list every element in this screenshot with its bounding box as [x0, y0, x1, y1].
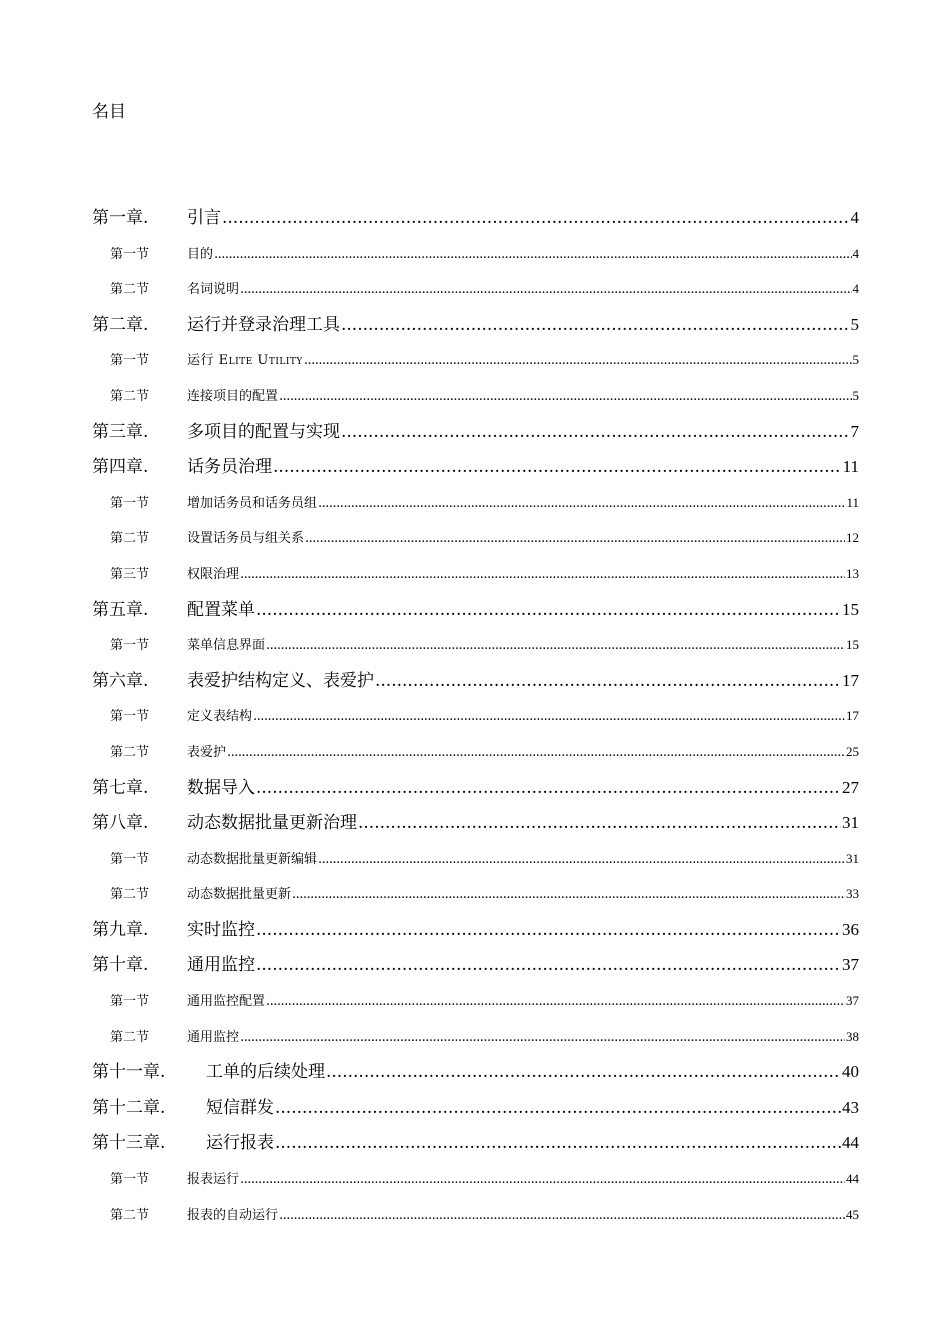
toc-entry-title: 通用监控配置 [187, 994, 266, 1010]
toc-entry-title: 表爱护 [187, 744, 227, 760]
toc-entry-title: 表爱护结构定义、表爱护 [187, 670, 374, 691]
toc-entry-title: 目的 [187, 246, 214, 262]
toc-page-number: 37 [842, 955, 859, 975]
toc-section-entry[interactable] [92, 627, 859, 663]
toc-chapter-entry[interactable] [92, 1125, 859, 1161]
toc-entry-label: 第一章. [92, 208, 149, 228]
toc-entry-title: 实时监控 [187, 919, 255, 940]
toc-page-number: 31 [846, 850, 859, 866]
toc-entry-label: 第十三章. [92, 1133, 166, 1154]
toc-chapter-entry[interactable] [92, 592, 859, 628]
toc-dot-leader [275, 1091, 841, 1127]
toc-chapter-entry[interactable] [92, 307, 859, 343]
toc-chapter-entry[interactable] [92, 200, 859, 236]
toc-page-number: 15 [846, 637, 859, 653]
toc-page-number: 45 [846, 1206, 859, 1222]
toc-entry-title: 话务员治理 [187, 457, 272, 478]
toc-entry-label: 第一节 [110, 353, 150, 369]
toc-section-entry[interactable] [92, 378, 859, 414]
toc-entry-label: 第四章. [92, 457, 149, 478]
toc-page-number: 33 [846, 886, 859, 902]
toc-dot-leader [318, 486, 845, 522]
toc-dot-leader [256, 771, 841, 807]
toc-dot-leader [256, 948, 841, 984]
toc-entry-title: 名词说明 [187, 282, 240, 298]
toc-entry-label: 第六章. [92, 670, 149, 691]
toc-page-number: 4 [852, 281, 859, 297]
toc-dot-leader [292, 877, 845, 913]
toc-entry-title: 权限治理 [187, 566, 240, 582]
toc-dot-leader [341, 308, 850, 344]
toc-dot-leader [253, 699, 845, 735]
toc-entry-label: 第二节 [110, 531, 150, 547]
toc-entry-label: 第一节 [110, 246, 150, 262]
toc-entry-label: 第二节 [110, 744, 150, 760]
toc-chapter-entry[interactable] [92, 805, 859, 841]
toc-entry-label: 第一节 [110, 638, 150, 654]
toc-chapter-entry[interactable] [92, 770, 859, 806]
toc-entry-label: 第二节 [110, 887, 150, 903]
toc-page-number: 31 [842, 813, 859, 833]
toc-section-entry[interactable] [92, 698, 859, 734]
table-of-contents [92, 200, 859, 1232]
toc-dot-leader [305, 521, 845, 557]
toc-dot-leader [275, 1126, 841, 1162]
toc-dot-leader [279, 1198, 845, 1234]
toc-entry-title: 报表运行 [187, 1172, 240, 1188]
toc-entry-label: 第九章. [92, 919, 149, 940]
toc-section-entry[interactable] [92, 236, 859, 272]
toc-entry-title: 动态数据批量更新治理 [187, 813, 357, 834]
toc-entry-title: 引言 [187, 208, 221, 228]
toc-entry-label: 第二章. [92, 314, 149, 335]
toc-entry-label: 第一节 [110, 851, 150, 867]
toc-page-number: 17 [846, 708, 859, 724]
toc-dot-leader [304, 343, 852, 379]
toc-section-entry[interactable] [92, 271, 859, 307]
toc-entry-label: 第二节 [110, 282, 150, 298]
toc-section-entry[interactable] [92, 1019, 859, 1055]
toc-section-entry[interactable] [92, 342, 859, 378]
toc-entry-label: 第二节 [110, 388, 150, 404]
toc-entry-title: 运行 Elite Utility [187, 353, 303, 369]
toc-section-entry[interactable] [92, 983, 859, 1019]
toc-page-number: 15 [842, 599, 859, 619]
toc-chapter-entry[interactable] [92, 414, 859, 450]
toc-section-entry[interactable] [92, 1197, 859, 1233]
toc-dot-leader [266, 628, 845, 664]
toc-entry-title: 通用监控 [187, 955, 255, 976]
toc-dot-leader [240, 272, 851, 308]
toc-page-number: 25 [846, 743, 859, 759]
toc-chapter-entry[interactable] [92, 663, 859, 699]
toc-entry-title: 报表的自动运行 [187, 1207, 279, 1223]
toc-entry-label: 第七章. [92, 777, 149, 798]
toc-entry-label: 第二节 [110, 1207, 150, 1223]
toc-dot-leader [214, 237, 851, 273]
toc-page-number: 7 [850, 421, 859, 441]
toc-page-number: 43 [842, 1097, 859, 1117]
toc-dot-leader [375, 664, 841, 700]
toc-chapter-entry[interactable] [92, 912, 859, 948]
toc-entry-title: 多项目的配置与实现 [187, 421, 340, 442]
toc-entry-title: 运行报表 [206, 1133, 274, 1154]
toc-entry-title: 菜单信息界面 [187, 638, 266, 654]
toc-entry-label: 第一节 [110, 994, 150, 1010]
toc-entry-label: 第三节 [110, 566, 150, 582]
toc-page-number: 11 [842, 457, 859, 477]
toc-page-number: 12 [846, 530, 859, 546]
toc-dot-leader [240, 557, 845, 593]
toc-page-number: 40 [842, 1062, 859, 1082]
toc-section-entry[interactable] [92, 1161, 859, 1197]
toc-page-number: 5 [850, 314, 859, 334]
toc-entry-title: 动态数据批量更新编辑 [187, 851, 318, 867]
toc-chapter-entry[interactable] [92, 1090, 859, 1126]
toc-chapter-entry[interactable] [92, 1054, 859, 1090]
toc-entry-title: 配置菜单 [187, 599, 255, 620]
toc-section-entry[interactable] [92, 485, 859, 521]
toc-entry-title: 通用监控 [187, 1029, 240, 1045]
toc-dot-leader [256, 913, 841, 949]
toc-dot-leader [240, 1162, 845, 1198]
toc-entry-title: 运行并登录治理工具 [187, 314, 340, 335]
toc-dot-leader [279, 379, 851, 415]
toc-dot-leader [227, 735, 845, 771]
toc-entry-title: 定义表结构 [187, 709, 253, 725]
toc-dot-leader [266, 984, 845, 1020]
toc-page-number: 37 [846, 993, 859, 1009]
toc-page-number: 11 [846, 494, 859, 510]
toc-page-number: 5 [852, 352, 859, 368]
toc-entry-label: 第二节 [110, 1029, 150, 1045]
toc-page-number: 5 [852, 387, 859, 403]
toc-entry-label: 第三章. [92, 421, 149, 442]
toc-entry-title: 设置话务员与组关系 [187, 531, 305, 547]
toc-entry-title: 数据导入 [187, 777, 255, 798]
toc-page-number: 13 [846, 565, 859, 581]
toc-entry-label: 第十章. [92, 955, 149, 976]
toc-section-entry[interactable] [92, 734, 859, 770]
toc-dot-leader [273, 450, 842, 486]
toc-dot-leader [326, 1055, 841, 1091]
toc-page-number: 4 [850, 208, 859, 227]
toc-entry-title: 工单的后续处理 [206, 1062, 325, 1083]
toc-page-number: 17 [842, 670, 859, 690]
toc-chapter-entry[interactable] [92, 449, 859, 485]
toc-entry-label: 第一节 [110, 709, 150, 725]
toc-entry-label: 第一节 [110, 1172, 150, 1188]
toc-entry-label: 第五章. [92, 599, 149, 620]
toc-page-number: 4 [852, 245, 859, 261]
toc-page-number: 27 [842, 777, 859, 797]
toc-entry-title: 增加话务员和话务员组 [187, 495, 318, 511]
toc-dot-leader [358, 806, 841, 842]
toc-page-number: 38 [846, 1028, 859, 1044]
toc-page-number: 36 [842, 919, 859, 939]
toc-chapter-entry[interactable] [92, 947, 859, 983]
toc-entry-label: 第八章. [92, 813, 149, 834]
toc-entry-label: 第十一章. [92, 1062, 166, 1083]
toc-entry-title: 短信群发 [206, 1097, 274, 1118]
toc-section-entry[interactable] [92, 520, 859, 556]
toc-dot-leader [240, 1020, 845, 1056]
document-title: 名目 [92, 102, 126, 122]
toc-section-entry[interactable] [92, 556, 859, 592]
toc-page-number: 44 [846, 1171, 859, 1187]
toc-entry-title: 动态数据批量更新 [187, 887, 292, 903]
toc-dot-leader [256, 593, 841, 629]
toc-section-entry[interactable] [92, 876, 859, 912]
toc-dot-leader [222, 201, 850, 237]
toc-dot-leader [341, 415, 850, 451]
toc-section-entry[interactable] [92, 841, 859, 877]
toc-entry-label: 第十二章. [92, 1097, 166, 1118]
toc-page-number: 44 [842, 1133, 859, 1153]
toc-entry-label: 第一节 [110, 495, 150, 511]
toc-entry-title: 连接项目的配置 [187, 388, 279, 404]
toc-dot-leader [318, 842, 845, 878]
